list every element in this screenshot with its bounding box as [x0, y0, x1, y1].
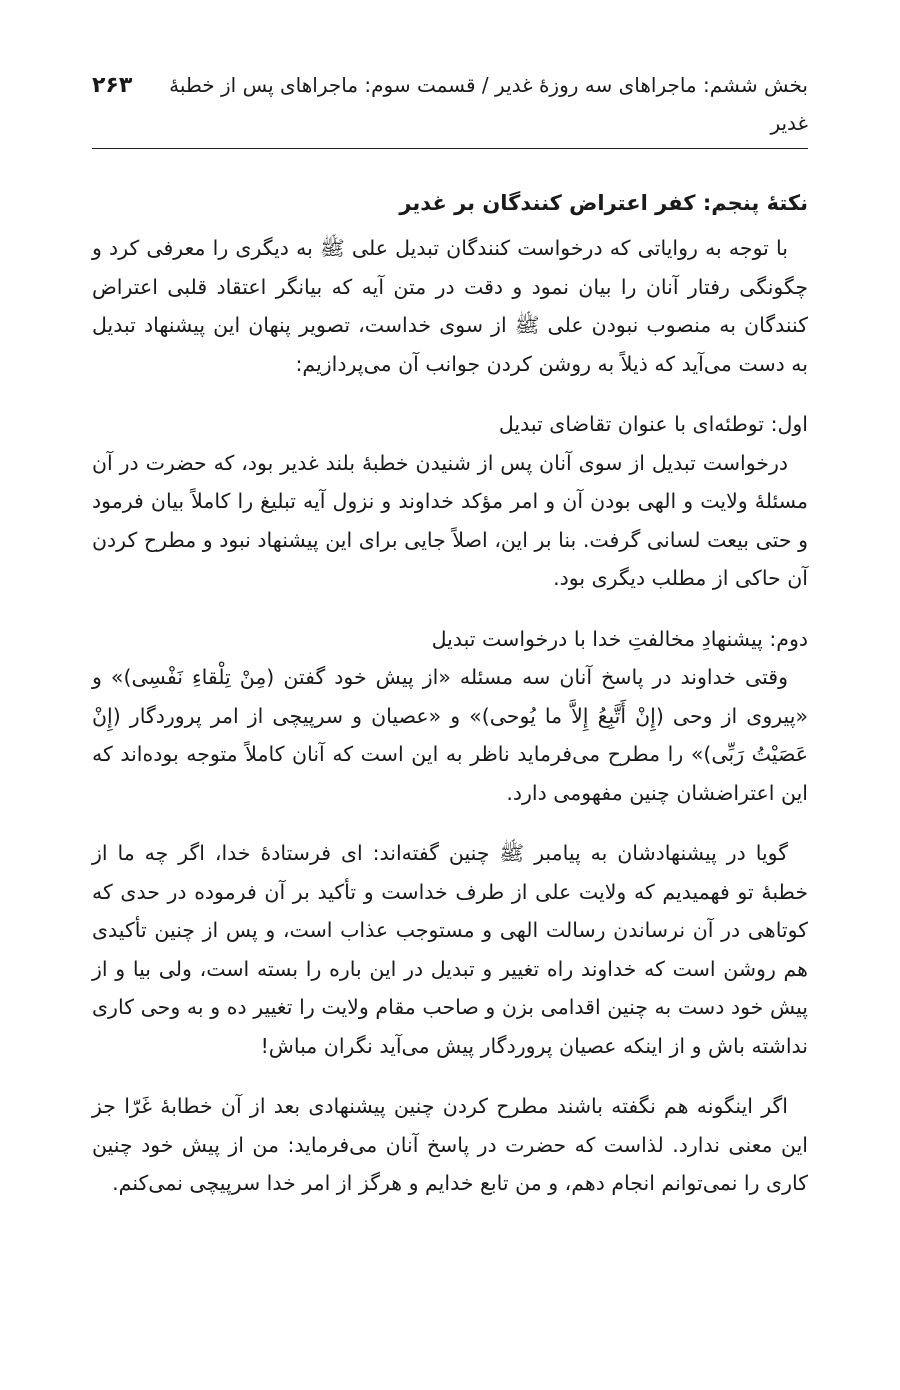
- paragraph-3: گویا در پیشنهادشان به پیامبر ﷺ چنین گفته‌اند: ای فرستادۀ خدا، اگر چه ما از خطبۀ تو فهمیدیم که ولایت علی از طرف خداست و تأکید بر آن فرموده در حدی که کوتاهی در آن نرساندن رسالت الهی و مستوجب عذاب است، و پس از چنین تأکیدی هم روشن است که خداوند راه تغییر و تبدیل در این باره را بسته است، ولی بیا و از پیش خود دست به چنین اقدامی بزن و صاحب مقام ولایت را تغییر ده و به وحی کاری نداشته باش و از اینکه عصیان پروردگار پیش می‌آید نگران مباش!: [92, 841, 808, 1058]
- running-header: [92, 66, 808, 149]
- part1-heading: اول: توطئه‌ای با عنوان تقاضای تبدیل: [498, 412, 808, 436]
- part2-paragraph: وقتی خداوند در پاسخ آنان سه مسئله «از پیش خود گفتن (مِنْ تِلْقاءِ نَفْسِی)» و «پیروی از وحی (إِنْ أَتَّبِعُ إِلاَّ ما یُوحی)» و «عصیان و سرپیچی از امر پروردگار (إِنْ عَصَیْتُ رَبِّی)» را مطرح می‌فرماید ناظر به این است که آنان کاملاً متوجه بوده‌اند که این اعتراضشان چنین مفهومی دارد.: [92, 665, 808, 805]
- intro-paragraph: با توجه به روایاتی که درخواست کنندگان تبدیل علی ﷺ به دیگری را معرفی کرد و چگونگی رفتار آنان را بیان نمود و دقت در متن آیه که بیانگر اعتقاد قلبی اعتراض کنندگان به منصوب نبودن علی ﷺ از سوی خداست، تصویر پنهان این پیشنهاد تبدیل به دست می‌آید که ذیلاً به روشن کردن جوانب آن می‌پردازیم:: [92, 236, 808, 376]
- running-title: بخش ششم: ماجراهای سه روزۀ غدیر / قسمت سوم: ماجراهای پس از خطبۀ غدیر: [169, 73, 808, 135]
- part2-heading: دوم: پیشنهادِ مخالفتِ خدا با درخواست تبدیل: [431, 626, 808, 651]
- section-title: نکتۀ پنجم: کفر اعتراض کنندگان بر غدیر: [399, 191, 808, 215]
- page-number: ۲۶۳: [92, 73, 133, 98]
- paragraph-4: اگر اینگونه هم نگفته باشند مطرح کردن چنین پیشنهادی بعد از آن خطابۀ غَرّا جز این معنی ندارد. لذاست که حضرت در پاسخ آنان می‌فرماید: من از پیش خود چنین کاری را نمی‌توانم انجام دهم، و من تابع خدایم و هرگز از امر خدا سرپیچی نمی‌کنم.: [92, 1094, 808, 1195]
- part1-paragraph: درخواست تبدیل از سوی آنان پس از شنیدن خطبۀ بلند غدیر بود، که حضرت در آن مسئلۀ ولایت و الهی بودن آن و امر مؤکد خداوند و نزول آیه تبلیغ را کاملاً بیان فرمود و حتی بیعت لسانی گرفت. بنا بر این، اصلاً جایی برای این پیشنهاد نبود و مطرح کردن آن حاکی از مطلب دیگری بود.: [92, 450, 808, 590]
